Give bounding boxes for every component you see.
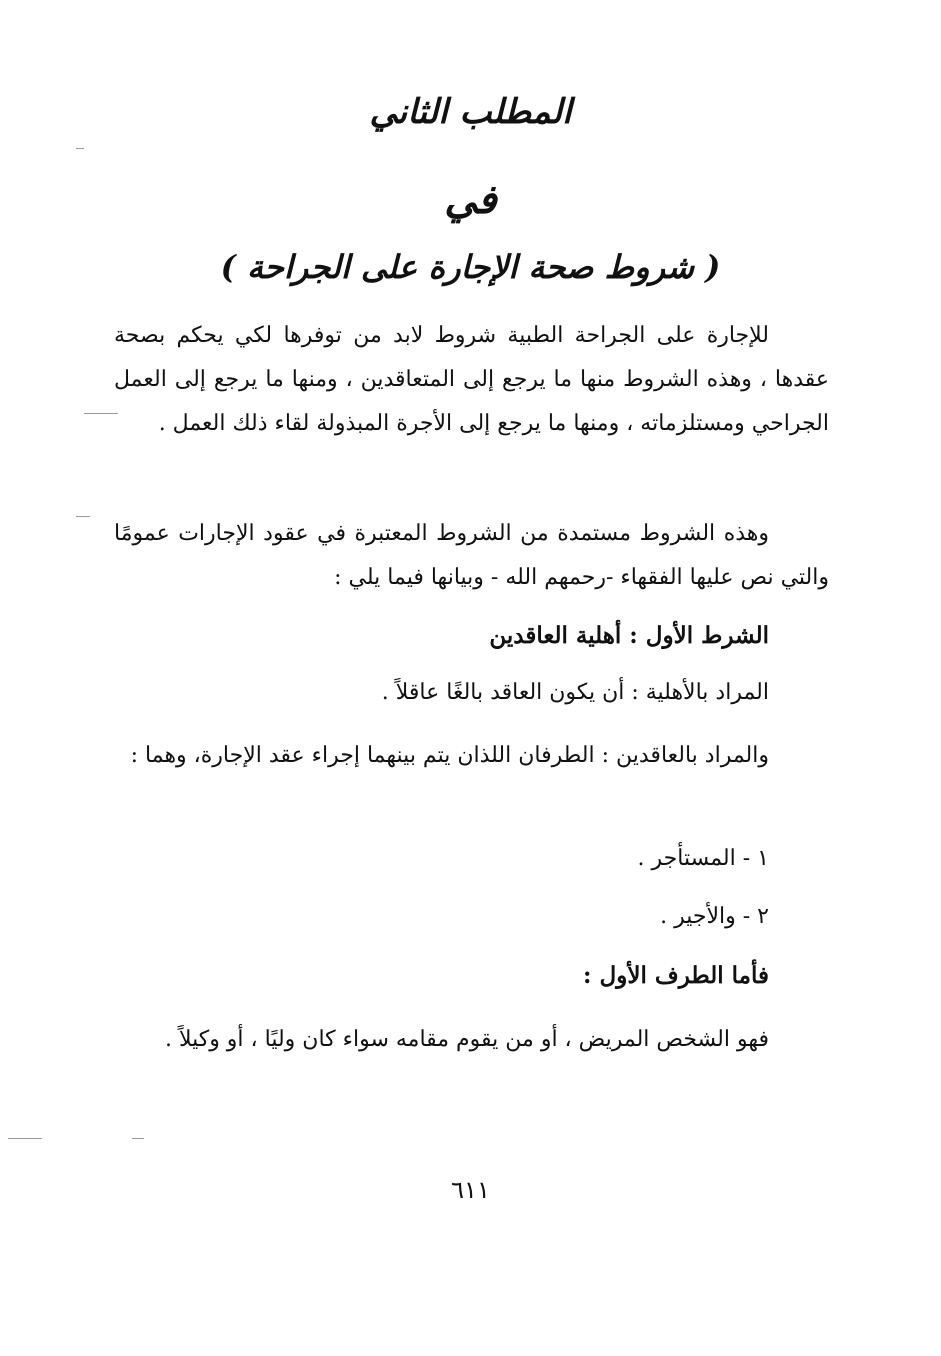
- intro-paragraph: للإجارة على الجراحة الطبية شروط لابد من توفرها لكي يحكم بصحة عقدها ، وهذه الشروط منها ما يرجع إلى المتعاقدين ، ومنها ما يرجع إلى العمل الجراحي ومستلزماته ، ومنها ما يرجع إلى الأجرة المبذولة لقاء ذلك العمل .: [114, 323, 829, 436]
- source-paragraph: وهذه الشروط مستمدة من الشروط المعتبرة في عقود الإجارات عمومًا والتي نص عليها الفقهاء -رحمهم الله - وبيانها فيما يلي :: [114, 521, 829, 590]
- scan-mark: [84, 413, 118, 414]
- list-item: ١ - المستأجر .: [637, 846, 769, 871]
- scan-mark: [132, 1138, 144, 1139]
- condition-one-heading: الشرط الأول : أهلية العاقدين: [489, 622, 769, 649]
- scan-mark: [76, 516, 90, 517]
- scan-mark: [76, 148, 84, 149]
- first-party-paragraph: فهو الشخص المريض ، أو من يقوم مقامه سواء كان وليًا ، أو وكيلاً .: [164, 1027, 769, 1052]
- list-item: ٢ - والأجير .: [660, 904, 769, 929]
- section-topic: ( شروط صحة الإجارة على الجراحة ): [220, 248, 721, 286]
- parties-paragraph: والمراد بالعاقدين : الطرفان اللذان يتم بينهما إجراء عقد الإجارة، وهما :: [130, 743, 769, 768]
- eligibility-definition: المراد بالأهلية : أن يكون العاقد بالغًا عاقلاً .: [381, 680, 769, 705]
- first-party-heading: فأما الطرف الأول :: [583, 962, 769, 989]
- page-number: ٦١١: [451, 1176, 490, 1204]
- scan-mark: [8, 1138, 42, 1139]
- section-connector: في: [444, 176, 497, 223]
- section-title: المطلب الثاني: [369, 92, 572, 132]
